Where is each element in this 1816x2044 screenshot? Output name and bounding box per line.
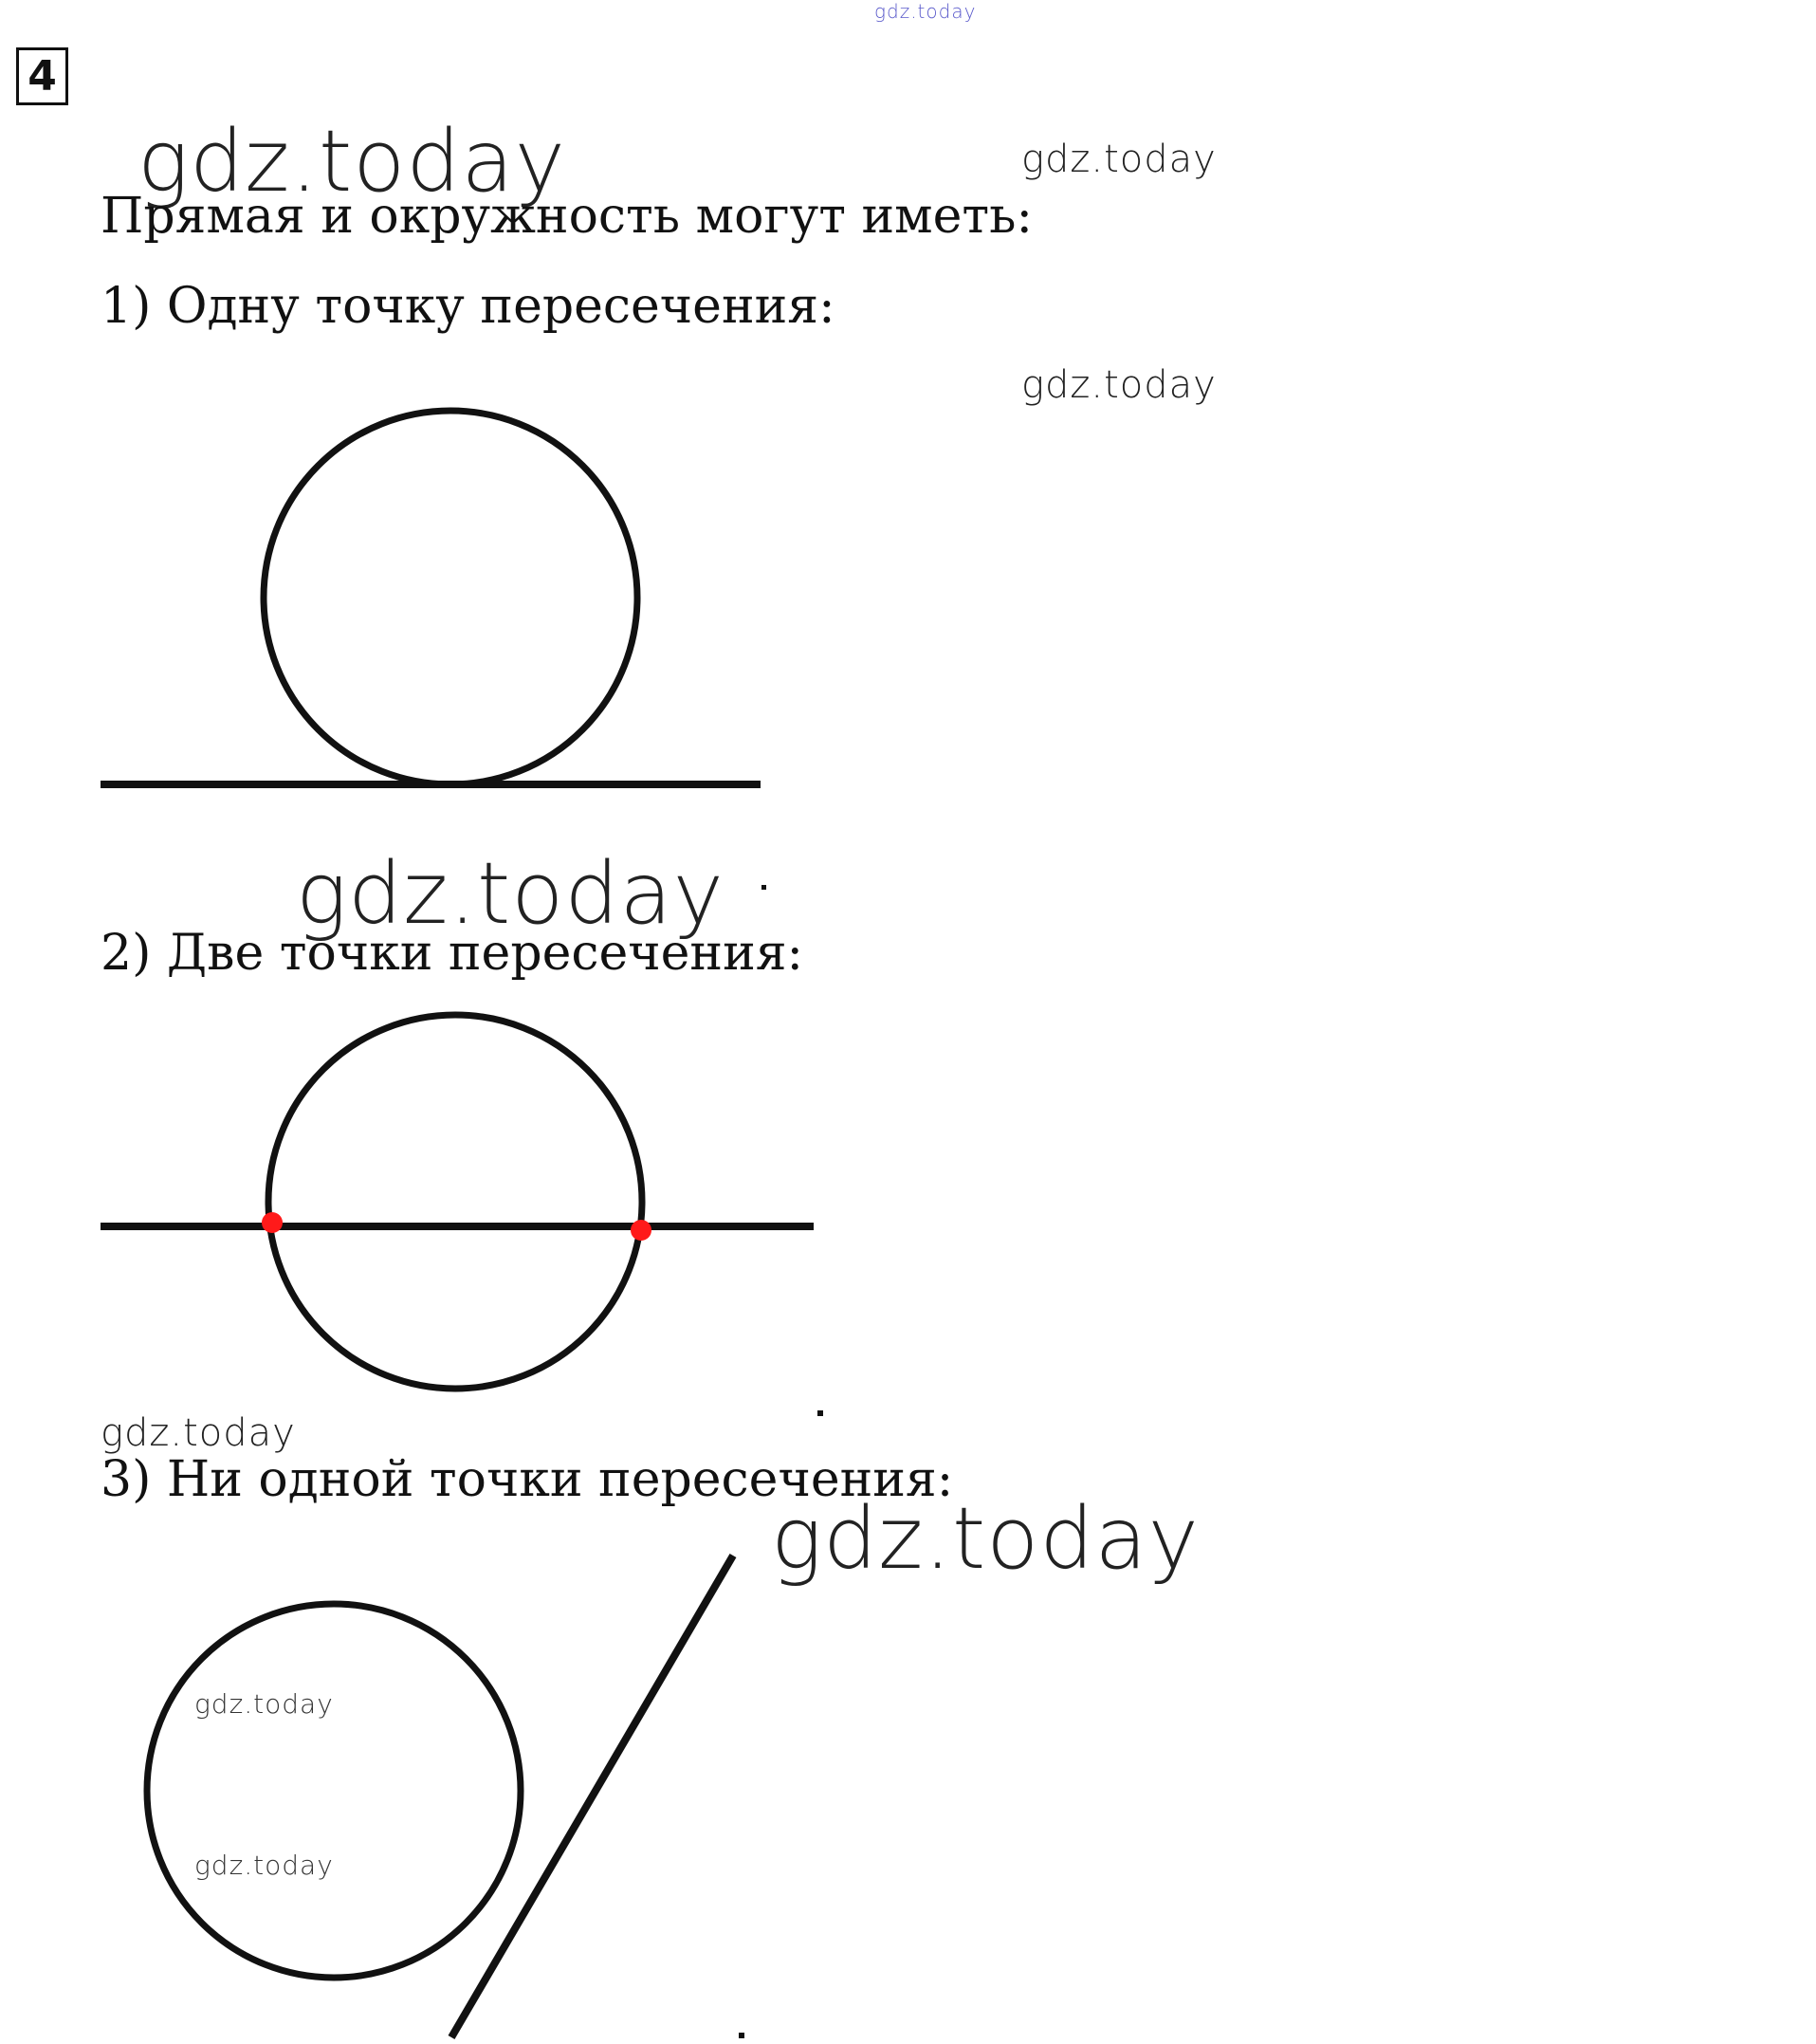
stray-dot-2 (817, 1410, 823, 1416)
watermark-large-2: gdz.today (296, 844, 725, 944)
watermark-large-1: gdz.today (138, 112, 566, 212)
intro-text: Прямая и окружность могут иметь: (101, 188, 1033, 245)
figure-tangent (101, 411, 761, 784)
line-disjoint (451, 1556, 733, 2037)
case-1-label: 1) Одну точку пересечения: (101, 278, 835, 335)
circle-secant (268, 1015, 642, 1389)
watermark-right-2: gdz.today (1021, 363, 1217, 407)
watermark-top: gdz.today (874, 0, 977, 23)
watermark-circle-1: gdz.today (194, 1688, 334, 1720)
intersection-point-left (262, 1212, 283, 1233)
circle-disjoint (147, 1604, 521, 1978)
task-number-box: 4 (16, 47, 68, 105)
intersection-point-right (631, 1220, 651, 1241)
case-3-label: 3) Ни одной точки пересечения: (101, 1451, 954, 1508)
watermark-left-3: gdz.today (101, 1411, 296, 1455)
stray-dot-3 (739, 2033, 744, 2038)
watermark-large-3: gdz.today (771, 1489, 1200, 1589)
figure-secant (101, 1015, 814, 1389)
circle-tangent (264, 411, 637, 784)
watermark-right-1: gdz.today (1021, 138, 1217, 181)
stray-dot-1 (761, 885, 766, 890)
watermark-circle-2: gdz.today (194, 1850, 334, 1881)
figure-disjoint (147, 1556, 733, 2037)
case-2-label: 2) Две точки пересечения: (101, 925, 804, 982)
